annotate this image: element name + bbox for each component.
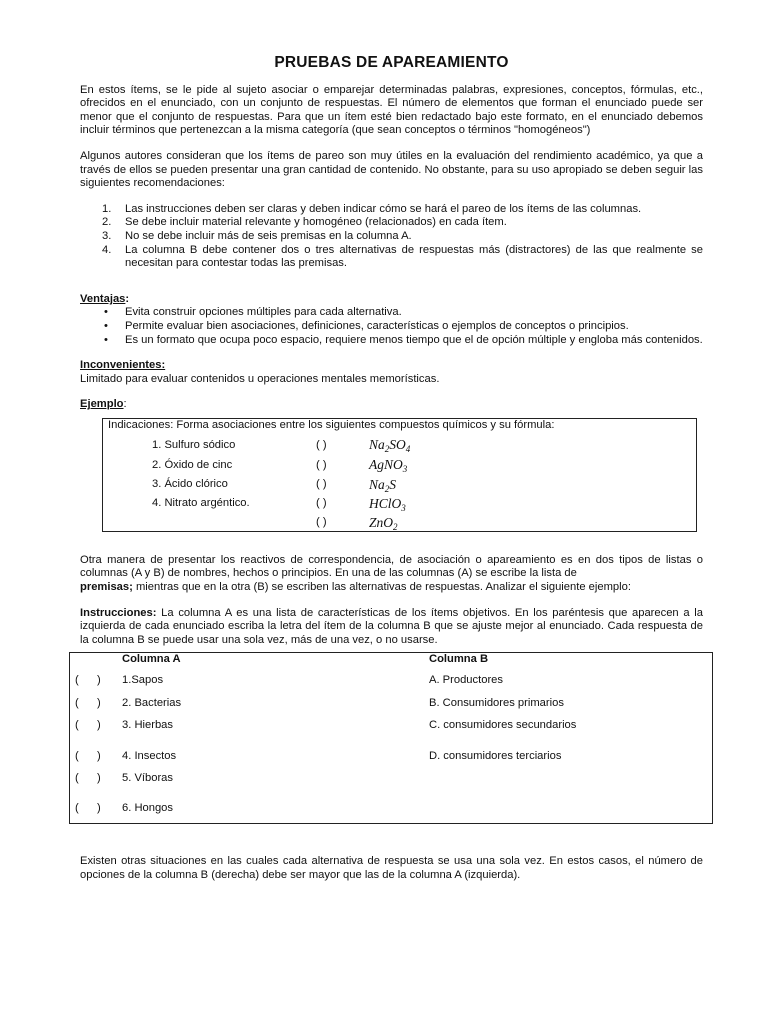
example-row: 2. Óxido de cinc ( ) AgNO$_3$ [103, 459, 696, 477]
example-row: 4. Nitrato argéntico. ( ) HClO$_3$ [103, 497, 696, 515]
example-row: ( ) ZnO$_2$ [103, 516, 696, 534]
list-item: 2. Se debe incluir material relevante y homogéneo (relacionados) en cada ítem. [102, 216, 507, 229]
list-item: 3. No se debe incluir más de seis premisas en la columna A. [102, 229, 412, 242]
example-row: 1. Sulfuro sódico ( ) $Na_2SO_4$ [103, 439, 696, 457]
matching-table [69, 652, 713, 824]
table-row: ( ) 3. Hierbas C. consumidores secundarios [75, 719, 577, 732]
instrucciones-paragraph: Instrucciones: La columna A es una lista de características de los ítems objetivos. En los paréntesis que aparecen a la izquierda de cada enunciado escriba la letra del ítem de la columna B que se ajuste mejor al enunciado. Cada respuesta de la columna B se puede usar una sola vez, más de una vez, o no usarse. [80, 606, 703, 646]
formula-2: AgNO$_3$ [369, 456, 408, 474]
table-row: ( ) 1.Sapos A. Productores [75, 674, 503, 687]
bullet-icon: • [104, 333, 108, 346]
authors-paragraph: Algunos autores consideran que los ítems de pareo son muy útiles en la evaluación del rendimiento académico, ya que a través de ellos se pueden presentar una gran cantidad de contenido. No obstante, para su uso apropiado se deben seguir las siguientes recomendaciones: [80, 149, 703, 190]
list-item: • Permite evaluar bien asociaciones, definiciones, características o ejemplos de conceptos o principios. [104, 319, 629, 332]
inconvenientes-heading: Inconvenientes: [80, 359, 166, 372]
document-page [75, 50, 703, 883]
formula-3: $Na_2S$ [369, 476, 397, 494]
recommendations-list [80, 203, 703, 271]
bullet-icon: • [104, 319, 108, 332]
formula-1: $Na_2SO_4$ [369, 436, 411, 454]
column-b-header: Columna B [429, 653, 489, 666]
example-box [102, 418, 697, 532]
table-row: ( ) 2. Bacterias B. Consumidores primarios [75, 697, 564, 710]
bullet-icon: • [104, 306, 108, 319]
otra-manera-paragraph: Otra manera de presentar los reactivos de correspondencia, de asociación o apareamiento es en dos tipos de listas o columnas (A y B) de nombres, hechos o principios. En una de las columnas (A) se escribe la lista de premisas; mientras que en la otra (B) se escriben las alternativas de respuestas. Analizar el siguiente ejemplo: [80, 553, 703, 594]
example-row: 3. Ácido clórico ( ) $Na_2S$ [103, 478, 696, 496]
ejemplo-heading: Ejemplo: [80, 398, 127, 411]
formula-5: ZnO$_2$ [369, 514, 398, 532]
list-item: 4. La columna B debe contener dos o tres alternativas de respuestas más (distractores) de las que realmente se necesitan para contestar todas las premisas. [102, 243, 703, 270]
table-row: ( ) 4. Insectos D. consumidores terciarios [75, 750, 562, 763]
list-item: 1. Las instrucciones deben ser claras y deben indicar cómo se hará el pareo de los ítems de las columnas. [102, 202, 642, 215]
page-title: PRUEBAS DE APAREAMIENTO [274, 54, 509, 71]
table-row: ( ) 6. Hongos [75, 802, 173, 815]
intro-paragraph: En estos ítems, se le pide al sujeto asociar o emparejar determinadas palabras, expresiones, conceptos, fórmulas, etc., ofrecidos en el enunciado, con un conjunto de respuestas. El número de elementos que forman el enunciado puede ser menor que el conjunto de respuestas. Para que un ítem esté bien redactado bajo este formato, en el enunciado debemos incluir términos que pertenezcan a la misma categoría (que sean conceptos o términos "homogéneos") [80, 83, 703, 137]
ventajas-heading: Ventajas: [80, 292, 130, 305]
column-a-header: Columna A [122, 653, 181, 666]
formula-4: HClO$_3$ [369, 495, 406, 513]
final-paragraph: Existen otras situaciones en las cuales cada alternativa de respuesta se usa una sola vez. En estos casos, el número de opciones de la columna B (derecha) debe ser mayor que las de la columna A (izquierda). [80, 855, 703, 882]
example-instructions: Indicaciones: Forma asociaciones entre los siguientes compuestos químicos y su fórmula: [108, 418, 555, 431]
list-item: • Es un formato que ocupa poco espacio, requiere menos tiempo que el de opción múltiple y engloba más contenidos. [104, 333, 703, 346]
ventajas-list [80, 306, 703, 347]
inconvenientes-text: Limitado para evaluar contenidos u operaciones mentales memorísticas. [80, 372, 440, 385]
table-row: ( ) 5. Víboras [75, 772, 173, 785]
list-item: • Evita construir opciones múltiples para cada alternativa. [104, 306, 402, 319]
